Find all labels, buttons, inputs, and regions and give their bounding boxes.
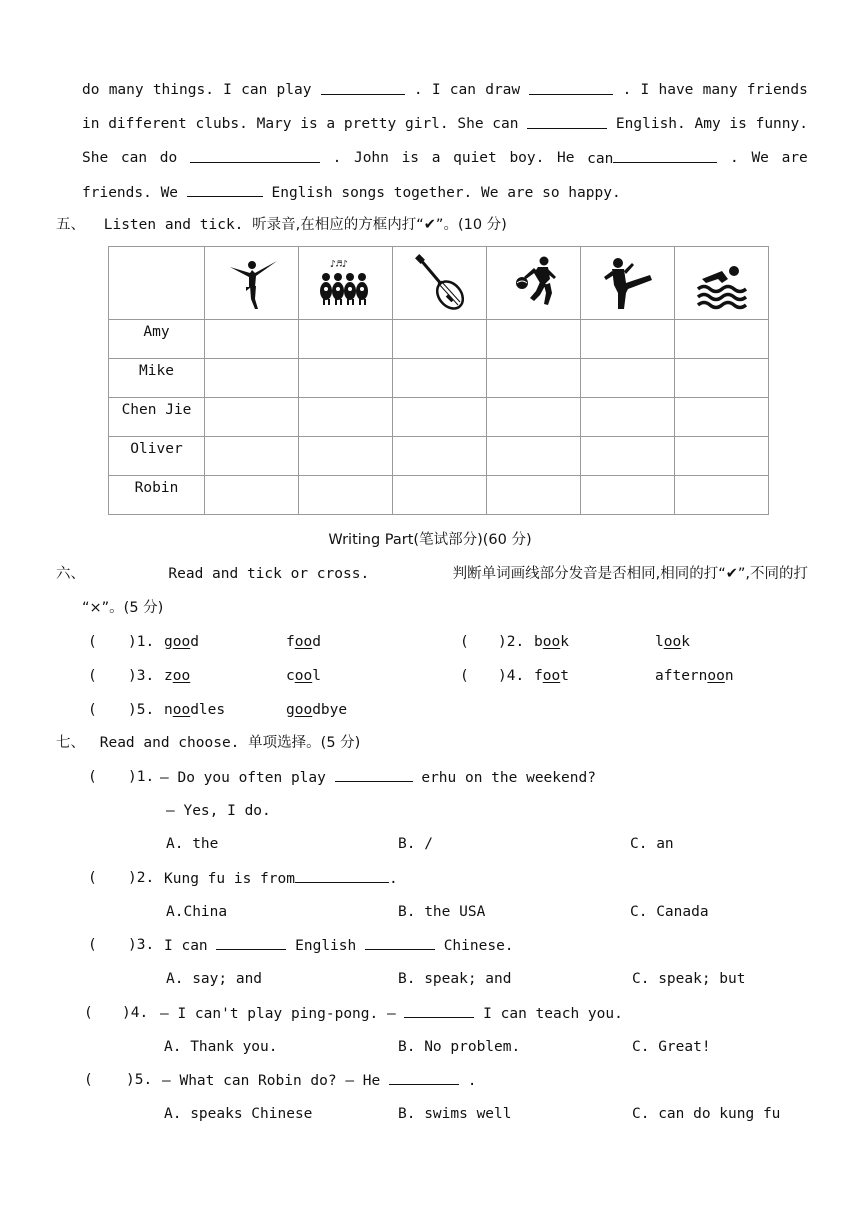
option-c[interactable]: C. an [630,836,674,852]
word: quiet [453,150,497,166]
word: can [492,116,519,132]
singing-group-icon [316,253,376,313]
question-text: — Do you often play erhu on the weekend? [160,767,596,788]
answer-blank[interactable] [529,80,613,95]
word: girl. [404,116,449,132]
option-a[interactable]: A.China [166,904,228,920]
word-1: book [534,634,569,650]
word: He [557,150,575,166]
word: John [353,150,389,166]
section-number: 七、 [56,735,85,751]
word-2: food [286,634,321,650]
word: a [326,116,336,132]
word-2: cool [286,668,321,684]
svg-text:♪♬♪: ♪♬♪ [329,259,348,270]
word-2: goodbye [286,702,348,718]
word: do [159,150,178,166]
section-number: 五、 [56,217,85,233]
word: . [332,150,342,166]
tick-cell[interactable] [487,476,581,515]
kung-fu-kick-icon [598,253,658,313]
word-1: noodles [164,702,226,718]
word: . [730,150,739,166]
writing-part-title [0,530,860,550]
word: We [751,150,769,166]
option-a[interactable]: A. say; and [166,971,263,987]
header-cell [487,247,581,320]
tick-cell[interactable] [393,359,487,398]
question-number: )1. [128,769,155,785]
tick-cell[interactable] [393,320,487,359]
section-number: 六、 [56,566,85,582]
word: can [449,82,476,98]
answer-paren[interactable]: ( [460,668,469,684]
option-c[interactable]: C. can do kung fu [632,1106,781,1122]
section-6-heading-cont [82,598,163,618]
answer-paren[interactable]: ( [84,1072,93,1088]
word: have [658,82,694,98]
word: a [431,150,441,166]
option-b[interactable]: B. the USA [398,904,486,920]
option-c[interactable]: C. speak; but [632,971,746,987]
student-name: Robin [109,476,205,515]
word: is [729,116,747,132]
word-with-blank: can [587,148,717,169]
section-title: Read and choose. [99,735,240,751]
item-number: )3. [128,668,155,684]
answer-paren[interactable]: ( [88,769,97,785]
question-number: )4. [122,1005,149,1021]
section-instruction: 听录音,在相应的方框内打“✔”。(10 分) [252,217,507,233]
word-2: afternoon [655,668,734,684]
option-c[interactable]: C. Great! [632,1039,711,1055]
basketball-player-icon [504,253,564,313]
passage-line-4-text: friends. We English songs together. We are so happy. [82,185,621,201]
tick-cell[interactable] [675,476,769,515]
tick-cell[interactable] [299,320,393,359]
tick-cell[interactable] [205,320,299,359]
item-number: )1. [128,634,155,650]
option-a[interactable]: A. Thank you. [164,1039,278,1055]
tick-cell[interactable] [299,476,393,515]
tick-cell[interactable] [393,398,487,437]
word: I [223,82,232,98]
answer-blank[interactable] [216,935,286,950]
section-5-heading [56,215,507,235]
item-number: )2. [498,634,525,650]
word: She [457,116,484,132]
item-number: )5. [128,702,155,718]
question-text: I can English Chinese. [164,935,514,956]
tick-cell[interactable] [581,359,675,398]
tick-cell[interactable] [205,437,299,476]
option-b[interactable]: B. speak; and [398,971,512,987]
word: are [781,150,808,166]
section-instruction: 单项选择。(5 分) [248,735,361,751]
table-row [109,320,769,359]
word: different [108,116,187,132]
section-instruction: 判断单词画线部分发音是否相同,相同的打“✔”,不同的打 [452,566,808,582]
swimming-icon [692,253,752,313]
header-cell [675,247,769,320]
tick-cell[interactable] [487,320,581,359]
word: English. [615,116,686,132]
word: . [622,82,632,98]
word: . [413,82,423,98]
answer-blank[interactable] [295,868,389,883]
answer-blank[interactable] [187,182,263,197]
answer-paren[interactable]: ( [88,702,97,718]
tick-cell[interactable] [675,320,769,359]
header-cell [393,247,487,320]
question-number: )2. [128,870,155,886]
answer-paren[interactable]: ( [88,937,97,953]
answer-blank[interactable] [335,767,413,782]
tick-cell[interactable] [487,398,581,437]
word: friends [746,82,808,98]
header-cell [581,247,675,320]
word-1: good [164,634,199,650]
word: things. [152,82,214,98]
word: draw [485,82,521,98]
word: pretty [343,116,397,132]
word: in [82,116,100,132]
question-text: — What can Robin do? — He . [162,1070,476,1091]
word: funny. [755,116,808,132]
word-1: zoo [164,668,191,684]
word-2: look [655,634,690,650]
answer-blank[interactable] [527,114,607,129]
answer-blank[interactable] [404,1003,474,1018]
tick-cell[interactable] [675,359,769,398]
tick-cell[interactable] [393,437,487,476]
answer-blank[interactable] [190,148,320,163]
student-name: Oliver [109,437,205,476]
pipa-icon [410,253,470,313]
passage-line-2 [82,114,808,134]
section-title: Read and tick or cross. [168,566,370,582]
section-7-heading [56,733,360,753]
answer-paren[interactable]: ( [460,634,469,650]
word: Amy [694,116,721,132]
tick-cell[interactable] [581,398,675,437]
answer-paren[interactable]: ( [88,634,97,650]
item-number: )4. [498,668,525,684]
word: is [401,150,420,166]
ballet-dancer-icon [222,253,282,313]
section-title: Listen and tick. [103,217,244,233]
table-row [109,437,769,476]
word-1: foot [534,668,569,684]
option-b[interactable]: B. No problem. [398,1039,521,1055]
answer-blank[interactable] [613,148,717,163]
tick-cell[interactable] [581,320,675,359]
student-name: Amy [109,320,205,359]
word: can [241,82,268,98]
word: Mary [256,116,292,132]
passage-line-1 [82,80,808,100]
table-header-row [109,247,769,320]
listen-tick-table [108,246,769,515]
table-row [109,476,769,515]
tick-cell[interactable] [675,437,769,476]
passage-line-3 [82,148,808,169]
word: I [640,82,650,98]
word: She [82,150,109,166]
option-a[interactable]: A. speaks Chinese [164,1106,313,1122]
tick-cell[interactable] [205,398,299,437]
tick-cell[interactable] [675,398,769,437]
question-number: )5. [126,1072,153,1088]
answer-paren[interactable]: ( [88,870,97,886]
question-number: )3. [128,937,155,953]
passage-line-4 [82,182,621,203]
answer-blank[interactable] [365,935,435,950]
word: is [300,116,318,132]
tick-cell[interactable] [299,359,393,398]
corner-cell [109,247,205,320]
table-row [109,398,769,437]
word: can [120,150,148,166]
answer-blank[interactable] [321,80,405,95]
answer-blank[interactable] [389,1070,459,1085]
student-name: Chen Jie [109,398,205,437]
tick-cell[interactable] [487,359,581,398]
dialogue-response: — Yes, I do. [166,803,271,819]
word: play [276,82,312,98]
option-b[interactable]: B. / [398,836,433,852]
tick-cell[interactable] [581,476,675,515]
word: many [108,82,144,98]
tick-cell[interactable] [299,398,393,437]
tick-cell[interactable] [393,476,487,515]
question-text: — I can't play ping-pong. — I can teach you. [160,1003,623,1024]
answer-paren[interactable]: ( [84,1005,93,1021]
word: I [431,82,441,98]
table-row [109,359,769,398]
tick-cell[interactable] [487,437,581,476]
option-a[interactable]: A. the [166,836,219,852]
word: many [702,82,738,98]
header-cell [205,247,299,320]
student-name: Mike [109,359,205,398]
tick-cell[interactable] [581,437,675,476]
word: clubs. [195,116,248,132]
word: boy. [509,150,545,166]
section-instruction-cont: “×”。(5 分) [82,600,164,616]
answer-paren[interactable]: ( [88,668,97,684]
tick-cell[interactable] [205,359,299,398]
header-cell [299,247,393,320]
section-6-heading [56,564,808,584]
word: do [82,82,100,98]
writing-part-label: Writing Part(笔试部分)(60 分) [328,532,532,548]
question-text: Kung fu is from . [164,868,398,889]
option-c[interactable]: C. Canada [630,904,709,920]
option-b[interactable]: B. swims well [398,1106,512,1122]
tick-cell[interactable] [205,476,299,515]
tick-cell[interactable] [299,437,393,476]
